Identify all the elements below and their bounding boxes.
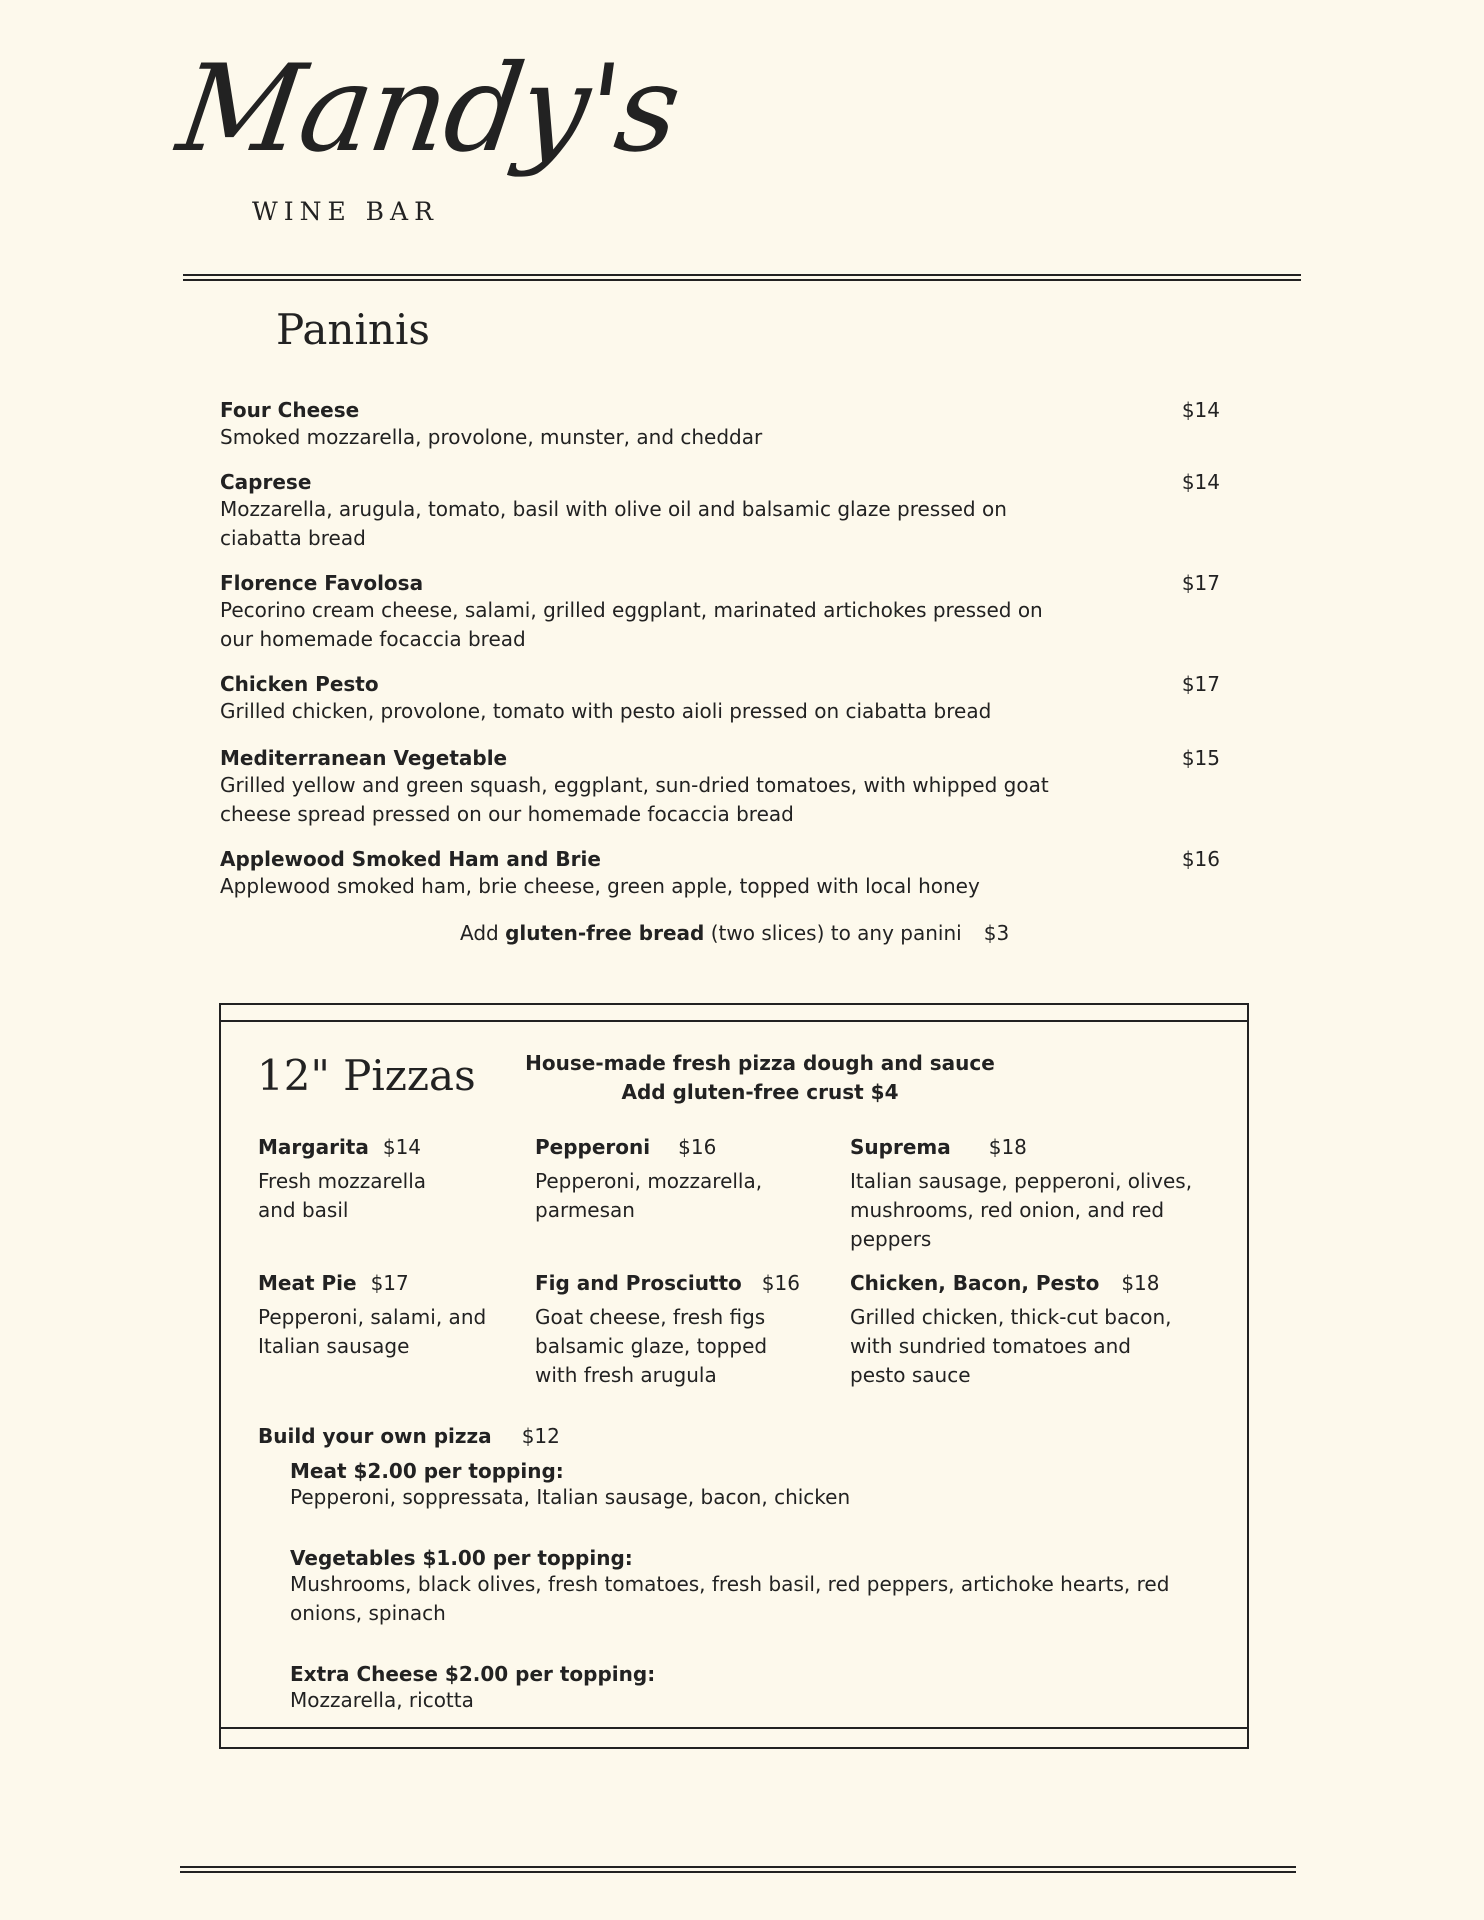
logo-script: Mandy's — [170, 40, 687, 179]
pizza-price: $16 — [678, 1135, 717, 1159]
pizzas-title: 12" Pizzas — [257, 1051, 476, 1100]
pizza-name: Pepperoni — [535, 1135, 651, 1159]
panini-price: $16 — [1181, 847, 1220, 871]
logo-subtitle: WINE BAR — [252, 197, 439, 226]
panini-desc: Grilled chicken, provolone, tomato with pesto aioli pressed on ciabatta bread — [220, 699, 992, 723]
note-bold: gluten-free bread — [505, 921, 705, 945]
pizza-box-inner-top — [219, 1020, 1249, 1022]
byo-meat-group — [290, 1459, 1240, 1512]
byo-header — [258, 1424, 560, 1448]
byo-group-head: Vegetables $1.00 per topping: — [290, 1546, 633, 1570]
paninis-title: Paninis — [276, 305, 430, 354]
panini-name: Mediterranean Vegetable — [220, 746, 508, 770]
byo-group-head: Meat $2.00 per topping: — [290, 1459, 564, 1483]
panini-item-chicken-pesto — [220, 672, 1220, 726]
panini-name: Four Cheese — [220, 398, 360, 422]
byo-price: $12 — [521, 1424, 560, 1448]
panini-desc: Smoked mozzarella, provolone, munster, and cheddar — [220, 425, 763, 449]
pizzas-subtitle-line2: Add gluten-free crust $4 — [621, 1080, 899, 1104]
pizza-price: $17 — [370, 1271, 409, 1295]
pizza-desc: Goat cheese, fresh figs balsamic glaze, topped with fresh arugula — [535, 1305, 768, 1387]
panini-item-ham-and-brie — [220, 847, 1220, 901]
pizza-item-margarita — [258, 1135, 458, 1225]
pizza-name: Meat Pie — [258, 1271, 357, 1295]
pizza-name: Suprema — [850, 1135, 951, 1159]
panini-price: $14 — [1181, 470, 1220, 494]
panini-item-caprese — [220, 470, 1220, 553]
byo-group-desc: Pepperoni, soppressata, Italian sausage, bacon, chicken — [290, 1485, 851, 1509]
pizza-desc: Fresh mozzarella and basil — [258, 1169, 427, 1222]
panini-item-florence-favolosa — [220, 571, 1220, 654]
pizza-desc: Pepperoni, mozzarella, parmesan — [535, 1169, 763, 1222]
panini-desc: Grilled yellow and green squash, eggplant, sun-dried tomatoes, with whipped goat cheese spread pressed on our homemade focaccia bread — [220, 773, 1049, 826]
panini-name: Chicken Pesto — [220, 672, 379, 696]
panini-name: Florence Favolosa — [220, 571, 424, 595]
gluten-free-note — [460, 921, 1009, 945]
pizza-item-pepperoni — [535, 1135, 800, 1225]
byo-cheese-group — [290, 1662, 1240, 1715]
pizza-item-suprema — [850, 1135, 1220, 1254]
pizza-name: Margarita — [258, 1135, 369, 1159]
bottom-divider — [180, 1866, 1296, 1873]
pizza-name: Chicken, Bacon, Pesto — [850, 1271, 1100, 1295]
note-suffix: (two slices) to any panini — [704, 921, 962, 945]
panini-price: $14 — [1181, 398, 1220, 422]
panini-desc: Applewood smoked ham, brie cheese, green apple, topped with local honey — [220, 874, 980, 898]
pizza-desc: Grilled chicken, thick-cut bacon, with sundried tomatoes and pesto sauce — [850, 1305, 1172, 1387]
pizza-price: $14 — [382, 1135, 422, 1159]
pizza-name: Fig and Prosciutto — [535, 1271, 742, 1295]
byo-name: Build your own pizza — [258, 1424, 492, 1448]
pizza-price: $16 — [761, 1271, 800, 1295]
pizzas-subtitle-line1: House-made fresh pizza dough and sauce — [525, 1051, 995, 1075]
panini-item-mediterranean-vegetable — [220, 746, 1220, 829]
note-price: $3 — [983, 921, 1010, 945]
note-prefix: Add — [460, 921, 506, 945]
pizza-item-fig-prosciutto — [535, 1271, 815, 1390]
pizza-price: $18 — [1121, 1271, 1160, 1295]
byo-vegetables-group — [290, 1546, 1240, 1628]
panini-price: $17 — [1181, 672, 1220, 696]
pizza-desc: Italian sausage, pepperoni, olives, mushrooms, red onion, and red peppers — [850, 1169, 1193, 1251]
byo-group-desc: Mushrooms, black olives, fresh tomatoes, fresh basil, red peppers, artichoke hearts, red onions, spinach — [290, 1572, 1170, 1625]
panini-price: $15 — [1181, 746, 1220, 770]
panini-name: Caprese — [220, 470, 312, 494]
panini-desc: Mozzarella, arugula, tomato, basil with olive oil and balsamic glaze pressed on ciabatta bread — [220, 497, 1007, 550]
panini-name: Applewood Smoked Ham and Brie — [220, 847, 601, 871]
panini-desc: Pecorino cream cheese, salami, grilled eggplant, marinated artichokes pressed on our homemade focaccia bread — [220, 598, 1043, 651]
panini-item-four-cheese — [220, 398, 1220, 452]
byo-group-desc: Mozzarella, ricotta — [290, 1688, 474, 1712]
panini-price: $17 — [1181, 571, 1220, 595]
pizza-item-chicken-bacon-pesto — [850, 1271, 1180, 1390]
pizza-item-meat-pie — [258, 1271, 488, 1361]
pizza-box-inner-bottom — [219, 1727, 1249, 1729]
pizza-price: $18 — [988, 1135, 1027, 1159]
pizza-desc: Pepperoni, salami, and Italian sausage — [258, 1305, 487, 1358]
pizzas-subtitle — [510, 1049, 1010, 1107]
top-divider — [183, 274, 1301, 281]
byo-group-head: Extra Cheese $2.00 per topping: — [290, 1662, 656, 1686]
